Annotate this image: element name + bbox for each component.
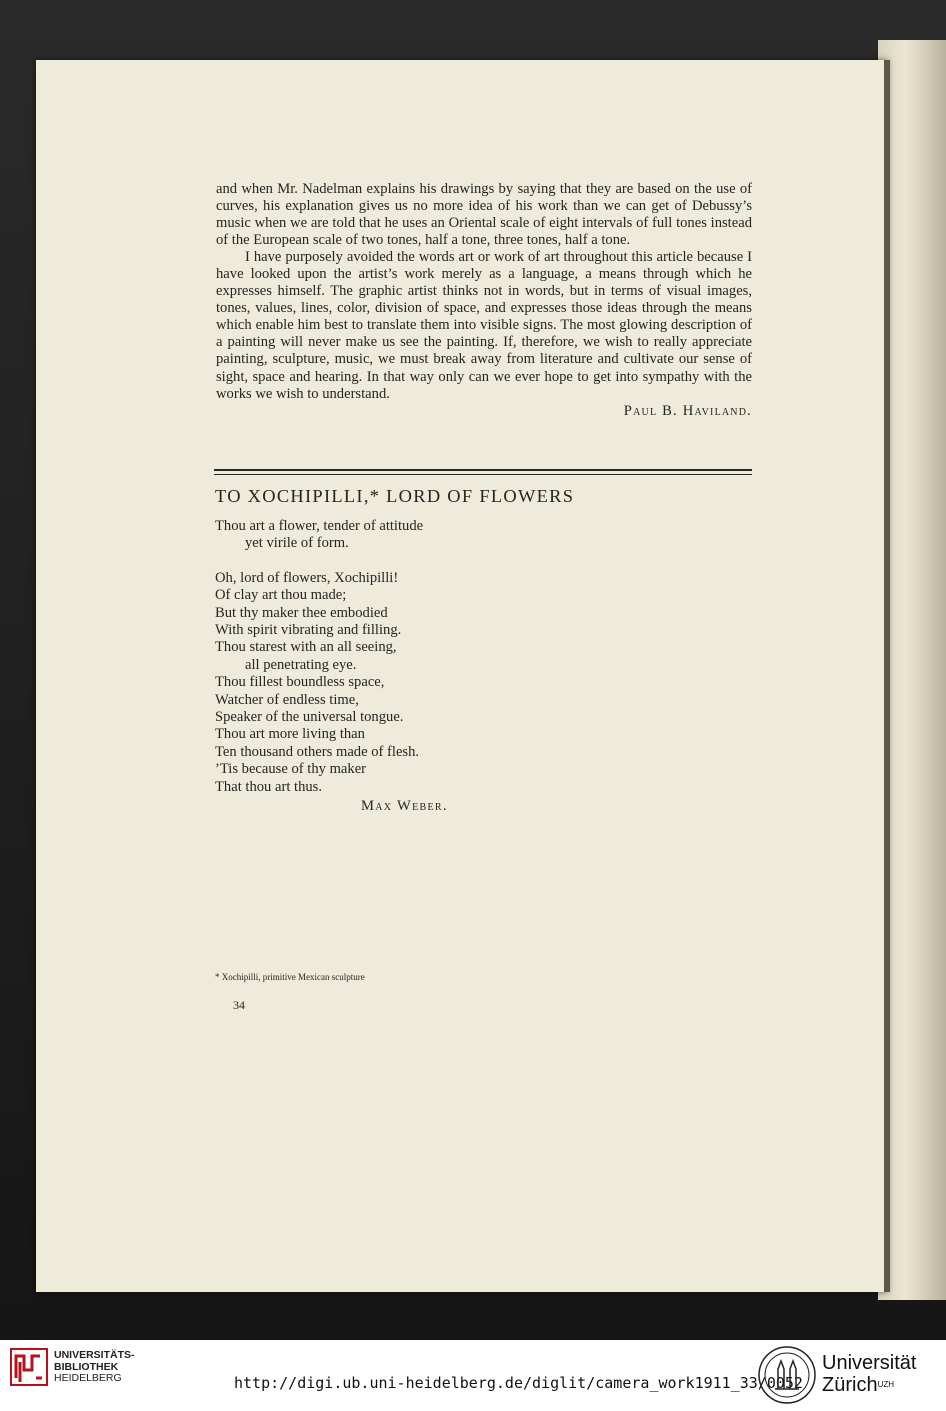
poem-line: all penetrating eye. bbox=[245, 656, 357, 673]
poem-author: Max Weber. bbox=[361, 798, 448, 815]
university-name-line: Universität bbox=[822, 1352, 917, 1374]
digital-library-banner bbox=[0, 1340, 946, 1411]
page-fore-edge bbox=[884, 60, 890, 1292]
uzh-seal-icon bbox=[757, 1345, 817, 1405]
paragraph: and when Mr. Nadelman explains his drawings by saying that they are based on the use of curves, his explanation gives us no more idea of his work than we can get of Debussy’s music when we are told that he uses an Oriental scale of eight intervals of full tones instead of the European scale of two tones, half a tone, three tones, half a tone. bbox=[216, 181, 752, 249]
poem-line: Thou art more living than bbox=[215, 726, 365, 743]
poem-line: With spirit vibrating and filling. bbox=[215, 622, 402, 639]
poem-line: Thou art a flower, tender of attitude bbox=[215, 518, 424, 534]
article-signature: Paul B. Haviland. bbox=[623, 402, 752, 419]
stanza-break bbox=[215, 553, 448, 570]
poem-line: yet virile of form. bbox=[245, 535, 349, 552]
permalink-url[interactable]: http://digi.ub.uni-heidelberg.de/diglit/camera_work1911_33/0052 bbox=[234, 1374, 803, 1392]
double-rule-bottom bbox=[214, 474, 752, 475]
footnote: * Xochipilli, primitive Mexican sculpture bbox=[215, 972, 365, 982]
poem-line: Thou starest with an all seeing, bbox=[215, 639, 397, 656]
university-sup: UZH bbox=[877, 1380, 895, 1389]
university-name bbox=[822, 1352, 916, 1396]
poem-line: Oh, lord of flowers, Xochipilli! bbox=[215, 569, 399, 586]
ub-heidelberg-logo-icon bbox=[10, 1348, 48, 1386]
poem-line: Speaker of the universal tongue. bbox=[215, 709, 404, 726]
poem-body bbox=[215, 518, 448, 816]
library-name-line: UNIVERSITÄTS- bbox=[54, 1349, 135, 1361]
poem-line: Of clay art thou made; bbox=[215, 587, 347, 604]
library-name-line: HEIDELBERG bbox=[54, 1372, 122, 1384]
page-number: 34 bbox=[233, 998, 245, 1012]
poem-line: Ten thousand others made of flesh. bbox=[215, 743, 420, 760]
poem-line: Thou fillest boundless space, bbox=[215, 674, 385, 691]
poem-line: ’Tis because of thy maker bbox=[215, 761, 367, 778]
poem-line: That thou art thus. bbox=[215, 778, 323, 795]
poem-line: Watcher of endless time, bbox=[215, 691, 359, 708]
library-name bbox=[54, 1350, 135, 1385]
paragraph: I have purposely avoided the words art or work of art throughout this article because I have looked upon the artist’s work merely as a language, a means through which he expresses himself. The graphic artist thinks not in words, but in terms of visual images, tones, values, lines, color, division of space, and expresses those ideas through the means which enable him best to translate them into visible signs. The most glowing description of a painting will never make us see the painting. If, therefore, we wish to really appreciate painting, sculpture, music, we must break away from literature and cultivate our sense of sight, space and hearing. In that way only can we ever hope to get into sympathy with the works we wish to understand. bbox=[216, 249, 752, 402]
university-name-line: Zürich bbox=[822, 1374, 878, 1396]
poem-title: TO XOCHIPILLI,* LORD OF FLOWERS bbox=[215, 486, 575, 506]
poem-line: But thy maker thee embodied bbox=[215, 604, 388, 621]
article-text bbox=[216, 181, 752, 420]
library-name-line: BIBLIOTHEK bbox=[54, 1360, 119, 1373]
double-rule-top bbox=[214, 469, 752, 471]
